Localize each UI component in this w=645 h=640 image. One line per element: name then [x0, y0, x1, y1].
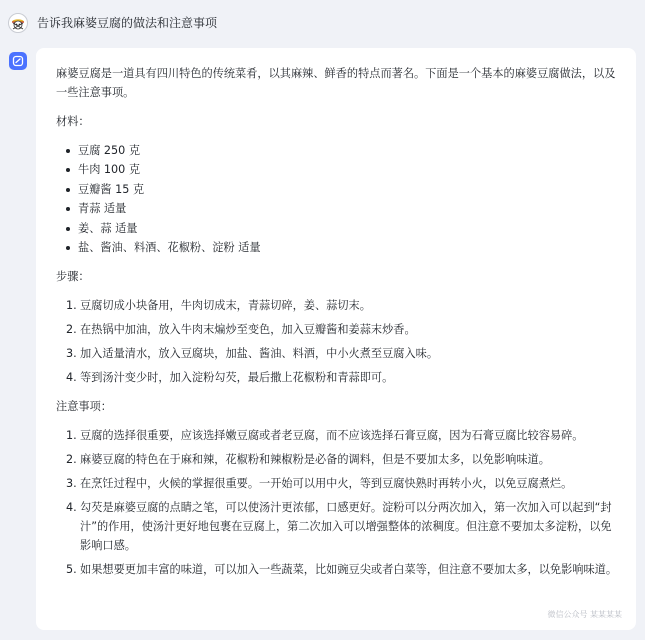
bullet-dot	[66, 149, 70, 153]
notes-heading: 注意事项：	[56, 400, 112, 414]
bullet-dot	[66, 207, 70, 211]
pirate-skull-icon	[10, 15, 26, 31]
notes-list	[56, 426, 622, 579]
bullet-dot	[66, 227, 70, 231]
material-text: 青蒜 适量	[78, 202, 127, 216]
note-text: 在烹饪过程中，火候的掌握很重要。一开始可以用中火，等到豆腐快熟时再转小火，以免豆腐煮烂。	[80, 477, 573, 491]
list-item	[56, 450, 622, 469]
watermark: 微信公众号 某某某某	[547, 610, 622, 619]
note-text: 麻婆豆腐的特色在于麻和辣，花椒粉和辣椒粉是必备的调料，但是不要加太多，以免影响味道。	[80, 453, 550, 467]
list-item	[56, 199, 622, 218]
step-number: 4.	[66, 371, 77, 385]
step-text: 豆腐切成小块备用，牛肉切成末，青蒜切碎，姜、蒜切末。	[80, 299, 371, 313]
list-item	[56, 141, 622, 160]
bullet-dot	[66, 246, 70, 250]
list-item	[56, 296, 622, 315]
list-item	[56, 344, 622, 363]
note-number: 3.	[66, 477, 77, 491]
steps-heading: 步骤：	[56, 270, 90, 284]
user-message-row	[8, 10, 217, 36]
list-item	[56, 180, 622, 199]
assistant-answer-card	[36, 48, 636, 630]
list-item	[56, 426, 622, 445]
material-text: 豆腐 250 克	[78, 144, 141, 157]
steps-list	[56, 296, 622, 387]
ai-assistant-icon	[12, 55, 24, 67]
note-number: 1.	[66, 429, 77, 443]
user-question-text: 告诉我麻婆豆腐的做法和注意事项	[37, 16, 218, 30]
list-item	[56, 368, 622, 387]
bullet-dot	[66, 168, 70, 172]
material-text: 姜、蒜 适量	[78, 221, 138, 235]
material-text: 牛肉 100 克	[78, 163, 141, 177]
list-item	[56, 238, 622, 257]
note-text: 豆腐的选择很重要，应该选择嫩豆腐或者老豆腐，而不应该选择石膏豆腐，因为石膏豆腐比较容易碎。	[80, 429, 584, 443]
ai-avatar	[9, 52, 27, 70]
list-item	[56, 474, 622, 493]
list-item	[56, 219, 622, 238]
user-avatar[interactable]	[8, 13, 28, 33]
note-number: 4.	[66, 501, 77, 515]
step-text: 加入适量清水，放入豆腐块，加盐、酱油、料酒，中小火煮至豆腐入味。	[80, 347, 439, 361]
step-text: 等到汤汁变少时，加入淀粉勾芡，最后撒上花椒粉和青蒜即可。	[80, 371, 394, 385]
note-number: 2.	[66, 453, 77, 467]
materials-heading: 材料：	[56, 115, 90, 128]
list-item	[56, 560, 622, 579]
list-item	[56, 320, 622, 339]
step-text: 在热锅中加油，放入牛肉末煸炒至变色，加入豆瓣酱和姜蒜末炒香。	[80, 323, 416, 337]
answer-intro: 麻婆豆腐是一道具有四川特色的传统菜肴，以其麻辣、鲜香的特点而著名。下面是一个基本的麻婆豆腐做法，以及一些注意事项。	[56, 67, 616, 99]
material-text: 盐、酱油、料酒、花椒粉、淀粉 适量	[78, 240, 261, 254]
materials-list	[56, 141, 622, 257]
note-number: 5.	[66, 563, 77, 577]
note-text: 如果想要更加丰富的味道，可以加入一些蔬菜，比如豌豆尖或者白菜等，但注意不要加太多，以免影响味道。	[80, 563, 618, 577]
material-text: 豆瓣酱 15 克	[78, 182, 145, 196]
step-number: 1.	[66, 299, 77, 313]
list-item	[56, 498, 622, 555]
note-text: 勾芡是麻婆豆腐的点睛之笔，可以使汤汁更浓郁，口感更好。淀粉可以分两次加入，第一次加入可以起到“封汁”的作用，使汤汁更好地包裹在豆腐上，第二次加入可以增强整体的浓稠度。但注意不要加太多淀粉，以免影响口感。	[80, 501, 612, 553]
bullet-dot	[66, 188, 70, 192]
step-number: 2.	[66, 323, 77, 337]
list-item	[56, 160, 622, 179]
step-number: 3.	[66, 347, 77, 361]
